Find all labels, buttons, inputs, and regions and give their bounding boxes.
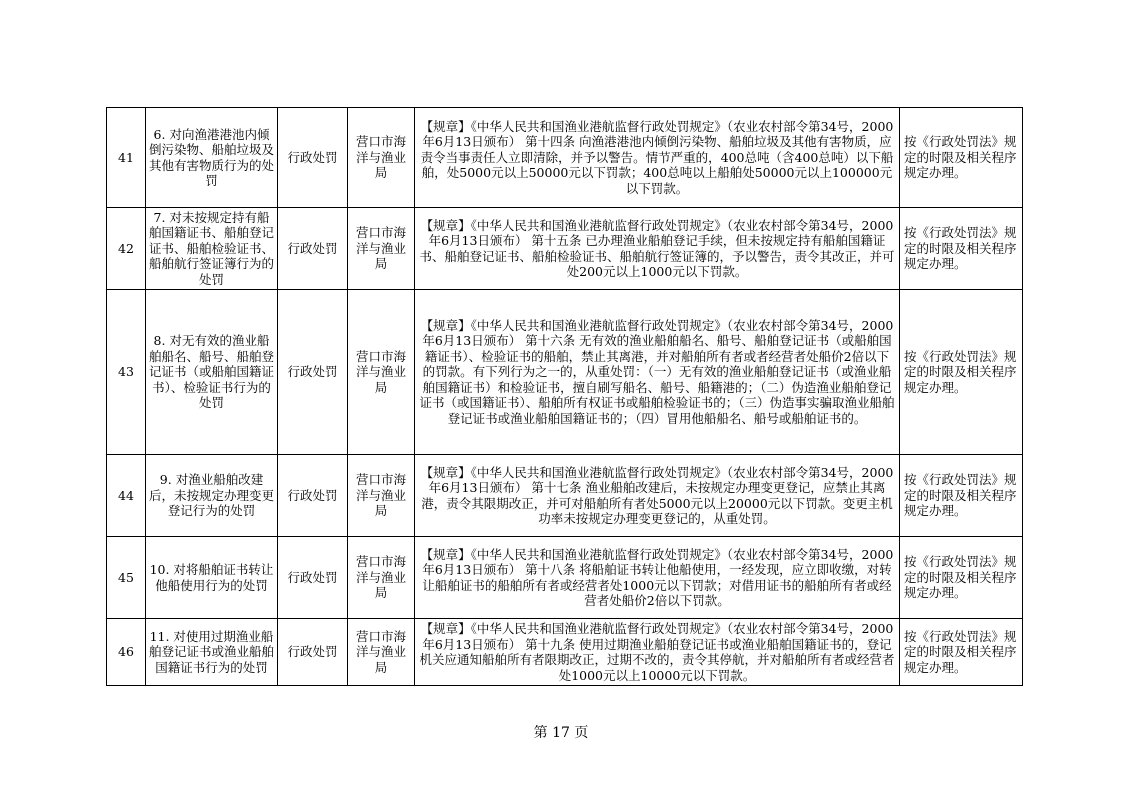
- legal-basis: 【规章】《中华人民共和国渔业港航监督行政处罚规定》（农业农村部令第34号，2000年6月13日颁布） 第十五条 已办理渔业船舶登记手续，但未按规定持有船舶国籍证书、船舶登记证书、船舶检验证书、船舶航行签证簿的，予以警告，责令其改正，并可处200元以上1000元以下罚款。: [415, 208, 900, 290]
- responsible-dept: 营口市海洋与渔业局: [348, 537, 415, 619]
- row-number: 44: [107, 455, 146, 537]
- table-row: [107, 537, 1023, 619]
- responsible-dept: 营口市海洋与渔业局: [348, 108, 415, 208]
- responsible-dept: 营口市海洋与渔业局: [348, 208, 415, 290]
- item-name: 8. 对无有效的渔业船舶船名、船号、船舶登记证书（或船舶国籍证书）、检验证书行为的处罚: [146, 290, 278, 455]
- procedure: 按《行政处罚法》规定的时限及相关程序规定办理。: [900, 290, 1023, 455]
- item-type: 行政处罚: [278, 619, 348, 686]
- table-row: [107, 208, 1023, 290]
- table-row: [107, 290, 1023, 455]
- procedure: 按《行政处罚法》规定的时限及相关程序规定办理。: [900, 108, 1023, 208]
- responsible-dept: 营口市海洋与渔业局: [348, 290, 415, 455]
- item-name: 7. 对未按规定持有船舶国籍证书、船舶登记证书、船舶检验证书、船舶航行签证簿行为的处罚: [146, 208, 278, 290]
- procedure: 按《行政处罚法》规定的时限及相关程序规定办理。: [900, 619, 1023, 686]
- responsible-dept: 营口市海洋与渔业局: [348, 619, 415, 686]
- table-row: [107, 455, 1023, 537]
- item-type: 行政处罚: [278, 290, 348, 455]
- item-type: 行政处罚: [278, 537, 348, 619]
- item-type: 行政处罚: [278, 455, 348, 537]
- legal-basis: 【规章】《中华人民共和国渔业港航监督行政处罚规定》（农业农村部令第34号，2000年6月13日颁布） 第十八条 将船舶证书转让他船使用，一经发现，应立即收缴，对转让船舶证书的船舶所有者或经营者处1000元以下罚款；对借用证书的船舶所有者或经营者处船价2倍以下罚款。: [415, 537, 900, 619]
- item-type: 行政处罚: [278, 108, 348, 208]
- procedure: 按《行政处罚法》规定的时限及相关程序规定办理。: [900, 455, 1023, 537]
- responsible-dept: 营口市海洋与渔业局: [348, 455, 415, 537]
- item-type: 行政处罚: [278, 208, 348, 290]
- legal-basis: 【规章】《中华人民共和国渔业港航监督行政处罚规定》（农业农村部令第34号，2000年6月13日颁布） 第十六条 无有效的渔业船舶船名、船号、船舶登记证书（或船舶国籍证书）、检验证书的船舶，禁止其离港，并对船舶所有者或者经营者处船价2倍以下的罚款。有下列行为之一的，从重处罚：（一）无有效的渔业船舶登记证书（或渔业船舶国籍证书）和检验证书，擅自刷写船名、船号、船籍港的；（二）伪造渔业船舶登记证书（或国籍证书）、船舶所有权证书或船舶检验证书的；（三）伪造事实骗取渔业船舶登记证书或渔业船舶国籍证书的；（四）冒用他船船名、船号或船舶证书的。: [415, 290, 900, 455]
- penalty-table: [106, 107, 1023, 686]
- row-number: 43: [107, 290, 146, 455]
- item-name: 9. 对渔业船舶改建后，未按规定办理变更登记行为的处罚: [146, 455, 278, 537]
- item-name: 11. 对使用过期渔业船舶登记证书或渔业船舶国籍证书行为的处罚: [146, 619, 278, 686]
- table-row: [107, 108, 1023, 208]
- item-name: 10. 对将船舶证书转让他船使用行为的处罚: [146, 537, 278, 619]
- legal-basis: 【规章】《中华人民共和国渔业港航监督行政处罚规定》（农业农村部令第34号，2000年6月13日颁布） 第十七条 渔业船舶改建后，未按规定办理变更登记，应禁止其离港，责令其限期改正，并可对船舶所有者处5000元以上20000元以下罚款。变更主机功率未按规定办理变更登记的，从重处罚。: [415, 455, 900, 537]
- page-number: 第 17 页: [533, 725, 589, 741]
- table-row: [107, 619, 1023, 686]
- row-number: 41: [107, 108, 146, 208]
- row-number: 45: [107, 537, 146, 619]
- row-number: 42: [107, 208, 146, 290]
- item-name: 6. 对向渔港港池内倾倒污染物、船舶垃圾及其他有害物质行为的处罚: [146, 108, 278, 208]
- legal-basis: 【规章】《中华人民共和国渔业港航监督行政处罚规定》（农业农村部令第34号，2000年6月13日颁布） 第十四条 向渔港港池内倾倒污染物、船舶垃圾及其他有害物质，应责令当事责任人立即清除，并予以警告。情节严重的，400总吨（含400总吨）以下船舶，处5000元以上50000元以下罚款；400总吨以上船舶处50000元以上100000元以下罚款。: [415, 108, 900, 208]
- legal-basis: 【规章】《中华人民共和国渔业港航监督行政处罚规定》（农业农村部令第34号，2000年6月13日颁布） 第十九条 使用过期渔业船舶登记证书或渔业船舶国籍证书的，登记机关应通知船舶所有者限期改正，过期不改的，责令其停航，并对船舶所有者或经营者处1000元以上10000元以下罚款。: [415, 619, 900, 686]
- row-number: 46: [107, 619, 146, 686]
- procedure: 按《行政处罚法》规定的时限及相关程序规定办理。: [900, 537, 1023, 619]
- procedure: 按《行政处罚法》规定的时限及相关程序规定办理。: [900, 208, 1023, 290]
